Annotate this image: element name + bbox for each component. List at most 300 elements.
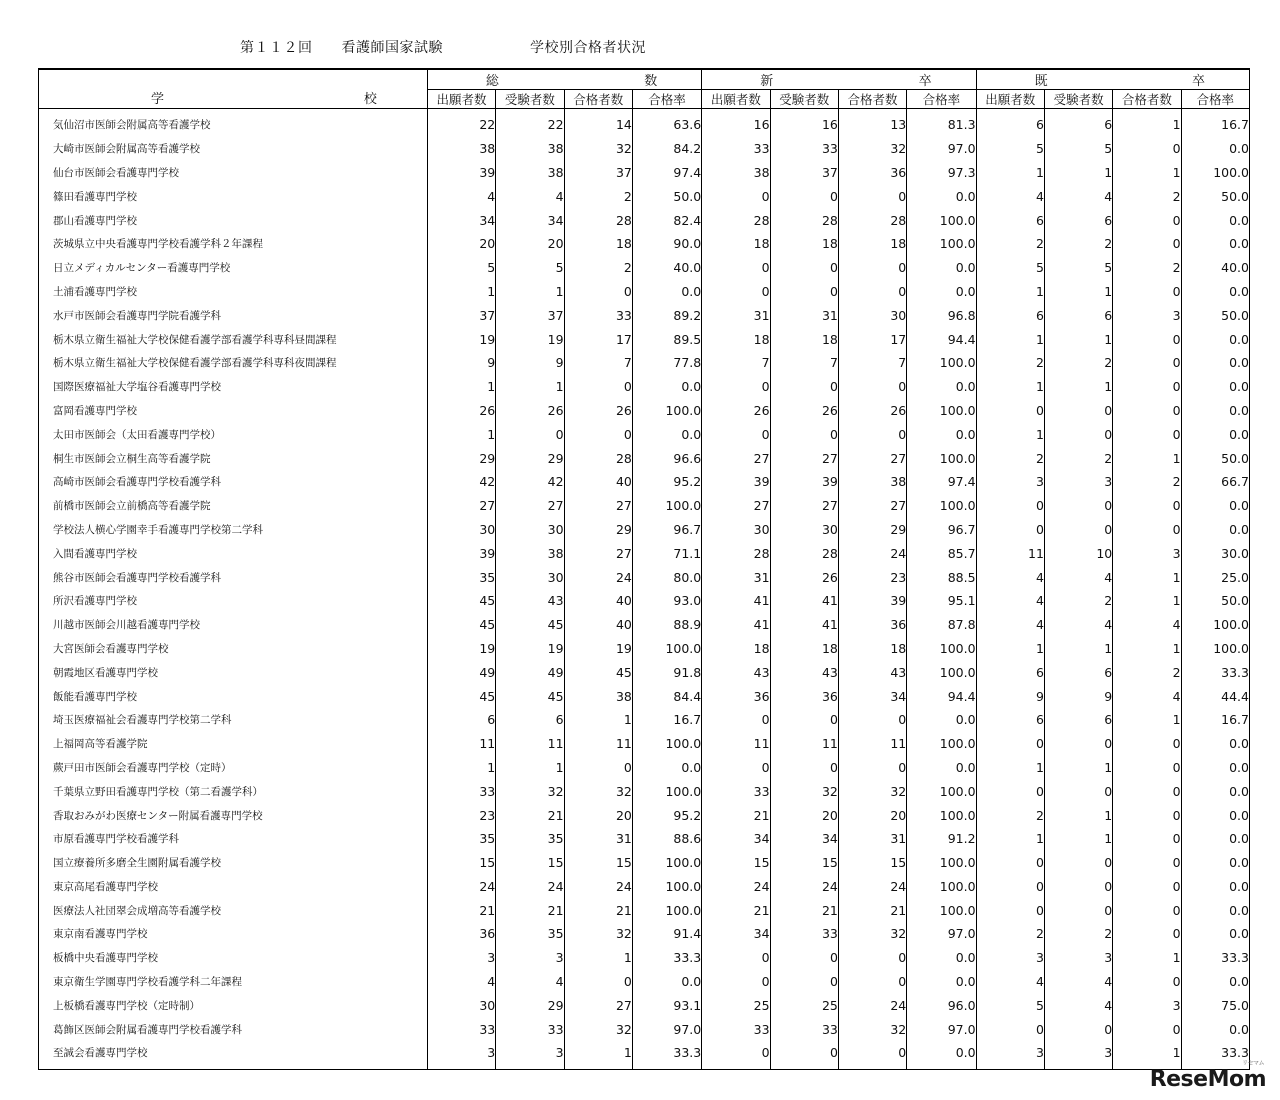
value-cell: 29 [496,993,564,1017]
table-row [39,827,1250,851]
school-name-cell: 大崎市医師会附属高等看護学校 [39,137,428,161]
value-cell: 21 [496,898,564,922]
school-header-left: 学 [151,91,165,107]
value-cell: 0.0 [632,756,701,780]
value-cell: 0 [838,708,906,732]
value-cell: 5 [976,993,1044,1017]
value-cell: 94.4 [907,684,976,708]
table-row [39,327,1250,351]
value-cell: 0 [976,851,1044,875]
value-cell: 16 [770,109,838,137]
value-cell: 27 [496,494,564,518]
value-cell: 0 [702,375,770,399]
value-cell: 1 [976,422,1044,446]
logo-subtext: リセマム [1242,1060,1264,1067]
value-cell: 28 [702,541,770,565]
value-cell: 1 [1044,280,1112,304]
value-cell: 40.0 [1181,256,1249,280]
value-cell: 38 [564,684,632,708]
school-name-cell: 飯能看護専門学校 [39,684,428,708]
table-row [39,613,1250,637]
value-cell: 90.0 [632,232,701,256]
value-cell: 3 [427,946,495,970]
value-cell: 0 [1113,399,1181,423]
value-cell: 15 [564,851,632,875]
value-cell: 32 [838,137,906,161]
table-row [39,541,1250,565]
school-name-cell: 板橋中央看護専門学校 [39,946,428,970]
value-cell: 0 [1113,375,1181,399]
value-cell: 38 [427,137,495,161]
table-row [39,446,1250,470]
value-cell: 1 [496,280,564,304]
value-cell: 100.0 [632,851,701,875]
value-cell: 0 [1044,518,1112,542]
school-name-cell: 前橋市医師会立前橋高等看護学院 [39,494,428,518]
value-cell: 20 [838,803,906,827]
value-cell: 100.0 [632,494,701,518]
table-row [39,470,1250,494]
value-cell: 82.4 [632,208,701,232]
table-row [39,351,1250,375]
value-cell: 1 [1113,161,1181,185]
value-cell: 20 [427,232,495,256]
value-cell: 5 [1044,137,1112,161]
value-cell: 28 [838,208,906,232]
value-cell: 21 [838,898,906,922]
value-cell: 27 [702,494,770,518]
value-cell: 32 [564,1017,632,1041]
value-cell: 6 [1044,208,1112,232]
value-cell: 0 [702,756,770,780]
school-name-cell: 土浦看護専門学校 [39,280,428,304]
value-cell: 100.0 [907,208,976,232]
value-cell: 100.0 [907,494,976,518]
value-cell: 0 [702,280,770,304]
value-cell: 33.3 [632,946,701,970]
value-cell: 0.0 [1181,208,1249,232]
school-name-cell: 国際医療福祉大学塩谷看護専門学校 [39,375,428,399]
value-cell: 0 [564,970,632,994]
value-cell: 27 [838,446,906,470]
value-cell: 88.9 [632,613,701,637]
value-cell: 26 [427,399,495,423]
school-name-cell: 埼玉医療福祉会看護専門学校第二学科 [39,708,428,732]
group-new-right: 卒 [918,74,932,89]
value-cell: 11 [564,732,632,756]
value-cell: 0 [702,708,770,732]
value-cell: 1 [1113,446,1181,470]
value-cell: 33 [702,137,770,161]
value-cell: 6 [976,208,1044,232]
table-row [39,109,1250,137]
value-cell: 6 [1044,708,1112,732]
value-cell: 0.0 [907,256,976,280]
school-name-cell: 茨城県立中央看護専門学校看護学科２年課程 [39,232,428,256]
table-row [39,970,1250,994]
school-name-cell: 東京衛生学園専門学校看護学科二年課程 [39,970,428,994]
value-cell: 100.0 [907,875,976,899]
value-cell: 30 [427,518,495,542]
value-cell: 96.6 [632,446,701,470]
value-cell: 18 [770,327,838,351]
value-cell: 1 [1044,827,1112,851]
value-cell: 33 [770,137,838,161]
value-cell: 1 [1113,637,1181,661]
value-cell: 3 [1044,470,1112,494]
value-cell: 1 [427,280,495,304]
value-cell: 41 [770,589,838,613]
value-cell: 45 [496,613,564,637]
value-cell: 24 [496,875,564,899]
value-cell: 45 [427,684,495,708]
value-cell: 0 [496,422,564,446]
table-row [39,922,1250,946]
value-cell: 4 [1044,184,1112,208]
value-cell: 0 [702,1041,770,1069]
value-cell: 24 [770,875,838,899]
value-cell: 27 [838,494,906,518]
value-cell: 1 [976,161,1044,185]
value-cell: 30 [427,993,495,1017]
table-row [39,256,1250,280]
value-cell: 30 [496,518,564,542]
table-row [39,137,1250,161]
table-row [39,280,1250,304]
value-cell: 16 [702,109,770,137]
value-cell: 20 [496,232,564,256]
value-cell: 5 [976,137,1044,161]
value-cell: 38 [496,161,564,185]
school-name-cell: 大宮医師会看護専門学校 [39,637,428,661]
value-cell: 29 [496,446,564,470]
value-cell: 0 [1044,779,1112,803]
school-name-cell: 蕨戸田市医師会看護専門学校（定時） [39,756,428,780]
value-cell: 0 [1113,756,1181,780]
value-cell: 0 [1044,851,1112,875]
value-cell: 100.0 [907,803,976,827]
value-cell: 97.0 [632,1017,701,1041]
value-cell: 1 [976,637,1044,661]
value-cell: 34 [496,208,564,232]
value-cell: 0.0 [907,375,976,399]
value-cell: 0 [1113,232,1181,256]
value-cell: 37 [770,161,838,185]
value-cell: 6 [976,660,1044,684]
value-cell: 35 [427,827,495,851]
value-cell: 43 [770,660,838,684]
value-cell: 39 [427,161,495,185]
value-cell: 4 [1044,970,1112,994]
value-cell: 0 [1044,399,1112,423]
value-cell: 41 [702,589,770,613]
value-cell: 24 [702,875,770,899]
value-cell: 1 [496,756,564,780]
value-cell: 19 [564,637,632,661]
value-cell: 30 [838,303,906,327]
value-cell: 6 [427,708,495,732]
value-cell: 81.3 [907,109,976,137]
value-cell: 71.1 [632,541,701,565]
value-cell: 22 [496,109,564,137]
school-name-cell: 上福岡高等看護学院 [39,732,428,756]
value-cell: 1 [564,946,632,970]
value-cell: 91.2 [907,827,976,851]
value-cell: 91.8 [632,660,701,684]
table-row [39,851,1250,875]
value-cell: 0 [976,898,1044,922]
value-cell: 2 [976,351,1044,375]
value-cell: 93.0 [632,589,701,613]
col-applicants: 出願者数 [702,90,770,109]
value-cell: 33.3 [632,1041,701,1069]
value-cell: 2 [1113,184,1181,208]
value-cell: 34 [838,684,906,708]
value-cell: 1 [976,375,1044,399]
value-cell: 96.7 [907,518,976,542]
value-cell: 44.4 [1181,684,1249,708]
value-cell: 11 [702,732,770,756]
value-cell: 33 [702,1017,770,1041]
value-cell: 39 [838,589,906,613]
value-cell: 0 [838,946,906,970]
value-cell: 0.0 [1181,922,1249,946]
value-cell: 32 [838,779,906,803]
table-row [39,756,1250,780]
school-name-cell: 水戸市医師会看護専門学院看護学科 [39,303,428,327]
value-cell: 97.0 [907,1017,976,1041]
table-row [39,708,1250,732]
value-cell: 21 [564,898,632,922]
value-cell: 9 [427,351,495,375]
value-cell: 0 [770,280,838,304]
value-cell: 97.4 [907,470,976,494]
value-cell: 0 [1113,851,1181,875]
value-cell: 0.0 [632,375,701,399]
value-cell: 100.0 [632,875,701,899]
value-cell: 40.0 [632,256,701,280]
value-cell: 21 [770,898,838,922]
value-cell: 0 [1113,422,1181,446]
value-cell: 0.0 [1181,280,1249,304]
value-cell: 13 [838,109,906,137]
value-cell: 9 [1044,684,1112,708]
school-name-cell: 篠田看護専門学校 [39,184,428,208]
table-row [39,161,1250,185]
value-cell: 89.2 [632,303,701,327]
value-cell: 0.0 [632,422,701,446]
school-name-cell: 入間看護専門学校 [39,541,428,565]
value-cell: 100.0 [907,232,976,256]
group-prev-left: 既 [1034,74,1048,89]
table-row [39,494,1250,518]
value-cell: 11 [427,732,495,756]
value-cell: 4 [427,970,495,994]
results-table [38,68,1250,1070]
value-cell: 28 [564,446,632,470]
value-cell: 2 [976,232,1044,256]
value-cell: 87.8 [907,613,976,637]
school-name-cell: 熊谷市医師会看護専門学校看護学科 [39,565,428,589]
value-cell: 39 [427,541,495,565]
value-cell: 2 [1044,351,1112,375]
value-cell: 0.0 [907,946,976,970]
value-cell: 35 [496,922,564,946]
value-cell: 23 [838,565,906,589]
value-cell: 100.0 [907,399,976,423]
value-cell: 43 [702,660,770,684]
value-cell: 33.3 [1181,660,1249,684]
value-cell: 27 [427,494,495,518]
value-cell: 0 [1113,208,1181,232]
value-cell: 24 [427,875,495,899]
value-cell: 43 [496,589,564,613]
value-cell: 100.0 [907,851,976,875]
col-applicants: 出願者数 [976,90,1044,109]
value-cell: 95.2 [632,803,701,827]
value-cell: 0.0 [1181,970,1249,994]
value-cell: 1 [1113,109,1181,137]
value-cell: 33 [770,922,838,946]
value-cell: 94.4 [907,327,976,351]
value-cell: 95.2 [632,470,701,494]
value-cell: 27 [702,446,770,470]
value-cell: 49 [496,660,564,684]
school-name-cell: 栃木県立衛生福祉大学校保健看護学部看護学科専科夜間課程 [39,351,428,375]
value-cell: 100.0 [1181,613,1249,637]
value-cell: 6 [496,708,564,732]
value-cell: 40 [564,589,632,613]
value-cell: 0.0 [632,970,701,994]
value-cell: 38 [702,161,770,185]
value-cell: 100.0 [907,660,976,684]
value-cell: 43 [838,660,906,684]
value-cell: 27 [564,494,632,518]
school-name-cell: 至誠会看護専門学校 [39,1041,428,1069]
value-cell: 0.0 [1181,327,1249,351]
value-cell: 2 [976,803,1044,827]
value-cell: 0 [770,946,838,970]
value-cell: 4 [976,613,1044,637]
value-cell: 49 [427,660,495,684]
value-cell: 0 [564,756,632,780]
value-cell: 96.0 [907,993,976,1017]
value-cell: 0 [1113,732,1181,756]
table-row [39,232,1250,256]
value-cell: 25 [770,993,838,1017]
value-cell: 75.0 [1181,993,1249,1017]
col-passers: 合格者数 [838,90,906,109]
value-cell: 0 [564,375,632,399]
value-cell: 0 [838,184,906,208]
value-cell: 100.0 [632,732,701,756]
table-row [39,637,1250,661]
value-cell: 18 [770,637,838,661]
table-row [39,422,1250,446]
value-cell: 0 [702,256,770,280]
value-cell: 39 [770,470,838,494]
value-cell: 5 [1044,256,1112,280]
value-cell: 0 [702,946,770,970]
value-cell: 27 [564,993,632,1017]
value-cell: 25 [702,993,770,1017]
school-name-cell: 千葉県立野田看護専門学校（第二看護学科） [39,779,428,803]
value-cell: 3 [496,1041,564,1069]
value-cell: 1 [976,280,1044,304]
value-cell: 36 [702,684,770,708]
group-total-right: 数 [644,74,658,89]
value-cell: 22 [427,109,495,137]
school-name-cell: 川越市医師会川越看護専門学校 [39,613,428,637]
value-cell: 6 [1044,660,1112,684]
value-cell: 37 [564,161,632,185]
value-cell: 100.0 [907,351,976,375]
value-cell: 16.7 [1181,109,1249,137]
value-cell: 96.7 [632,518,701,542]
value-cell: 0 [1113,351,1181,375]
value-cell: 26 [770,565,838,589]
value-cell: 40 [564,613,632,637]
school-name-cell: 仙台市医師会看護専門学校 [39,161,428,185]
table-row [39,399,1250,423]
value-cell: 1 [1044,756,1112,780]
value-cell: 32 [838,1017,906,1041]
value-cell: 32 [564,779,632,803]
value-cell: 89.5 [632,327,701,351]
value-cell: 33 [496,1017,564,1041]
value-cell: 33 [702,779,770,803]
value-cell: 15 [427,851,495,875]
value-cell: 1 [1113,708,1181,732]
value-cell: 16.7 [1181,708,1249,732]
group-new-left: 新 [760,74,774,89]
value-cell: 0 [1113,494,1181,518]
value-cell: 66.7 [1181,470,1249,494]
value-cell: 0 [838,280,906,304]
value-cell: 36 [838,161,906,185]
value-cell: 34 [770,827,838,851]
value-cell: 0.0 [1181,732,1249,756]
value-cell: 16.7 [632,708,701,732]
value-cell: 3 [1044,1041,1112,1069]
value-cell: 45 [496,684,564,708]
value-cell: 11 [838,732,906,756]
school-name-cell: 日立メディカルセンター看護専門学校 [39,256,428,280]
value-cell: 0.0 [1181,827,1249,851]
value-cell: 18 [702,327,770,351]
value-cell: 3 [1044,946,1112,970]
col-examinees: 受験者数 [496,90,564,109]
value-cell: 0 [1113,518,1181,542]
group-prev-right: 卒 [1191,74,1205,89]
value-cell: 0 [770,1041,838,1069]
value-cell: 32 [564,137,632,161]
table-row [39,898,1250,922]
value-cell: 1 [976,827,1044,851]
value-cell: 50.0 [632,184,701,208]
value-cell: 31 [564,827,632,851]
table-row [39,375,1250,399]
value-cell: 100.0 [1181,161,1249,185]
value-cell: 85.7 [907,541,976,565]
value-cell: 37 [427,303,495,327]
value-cell: 32 [564,922,632,946]
value-cell: 45 [427,613,495,637]
value-cell: 0 [976,875,1044,899]
value-cell: 0.0 [1181,494,1249,518]
table-row [39,1041,1250,1069]
value-cell: 4 [976,589,1044,613]
